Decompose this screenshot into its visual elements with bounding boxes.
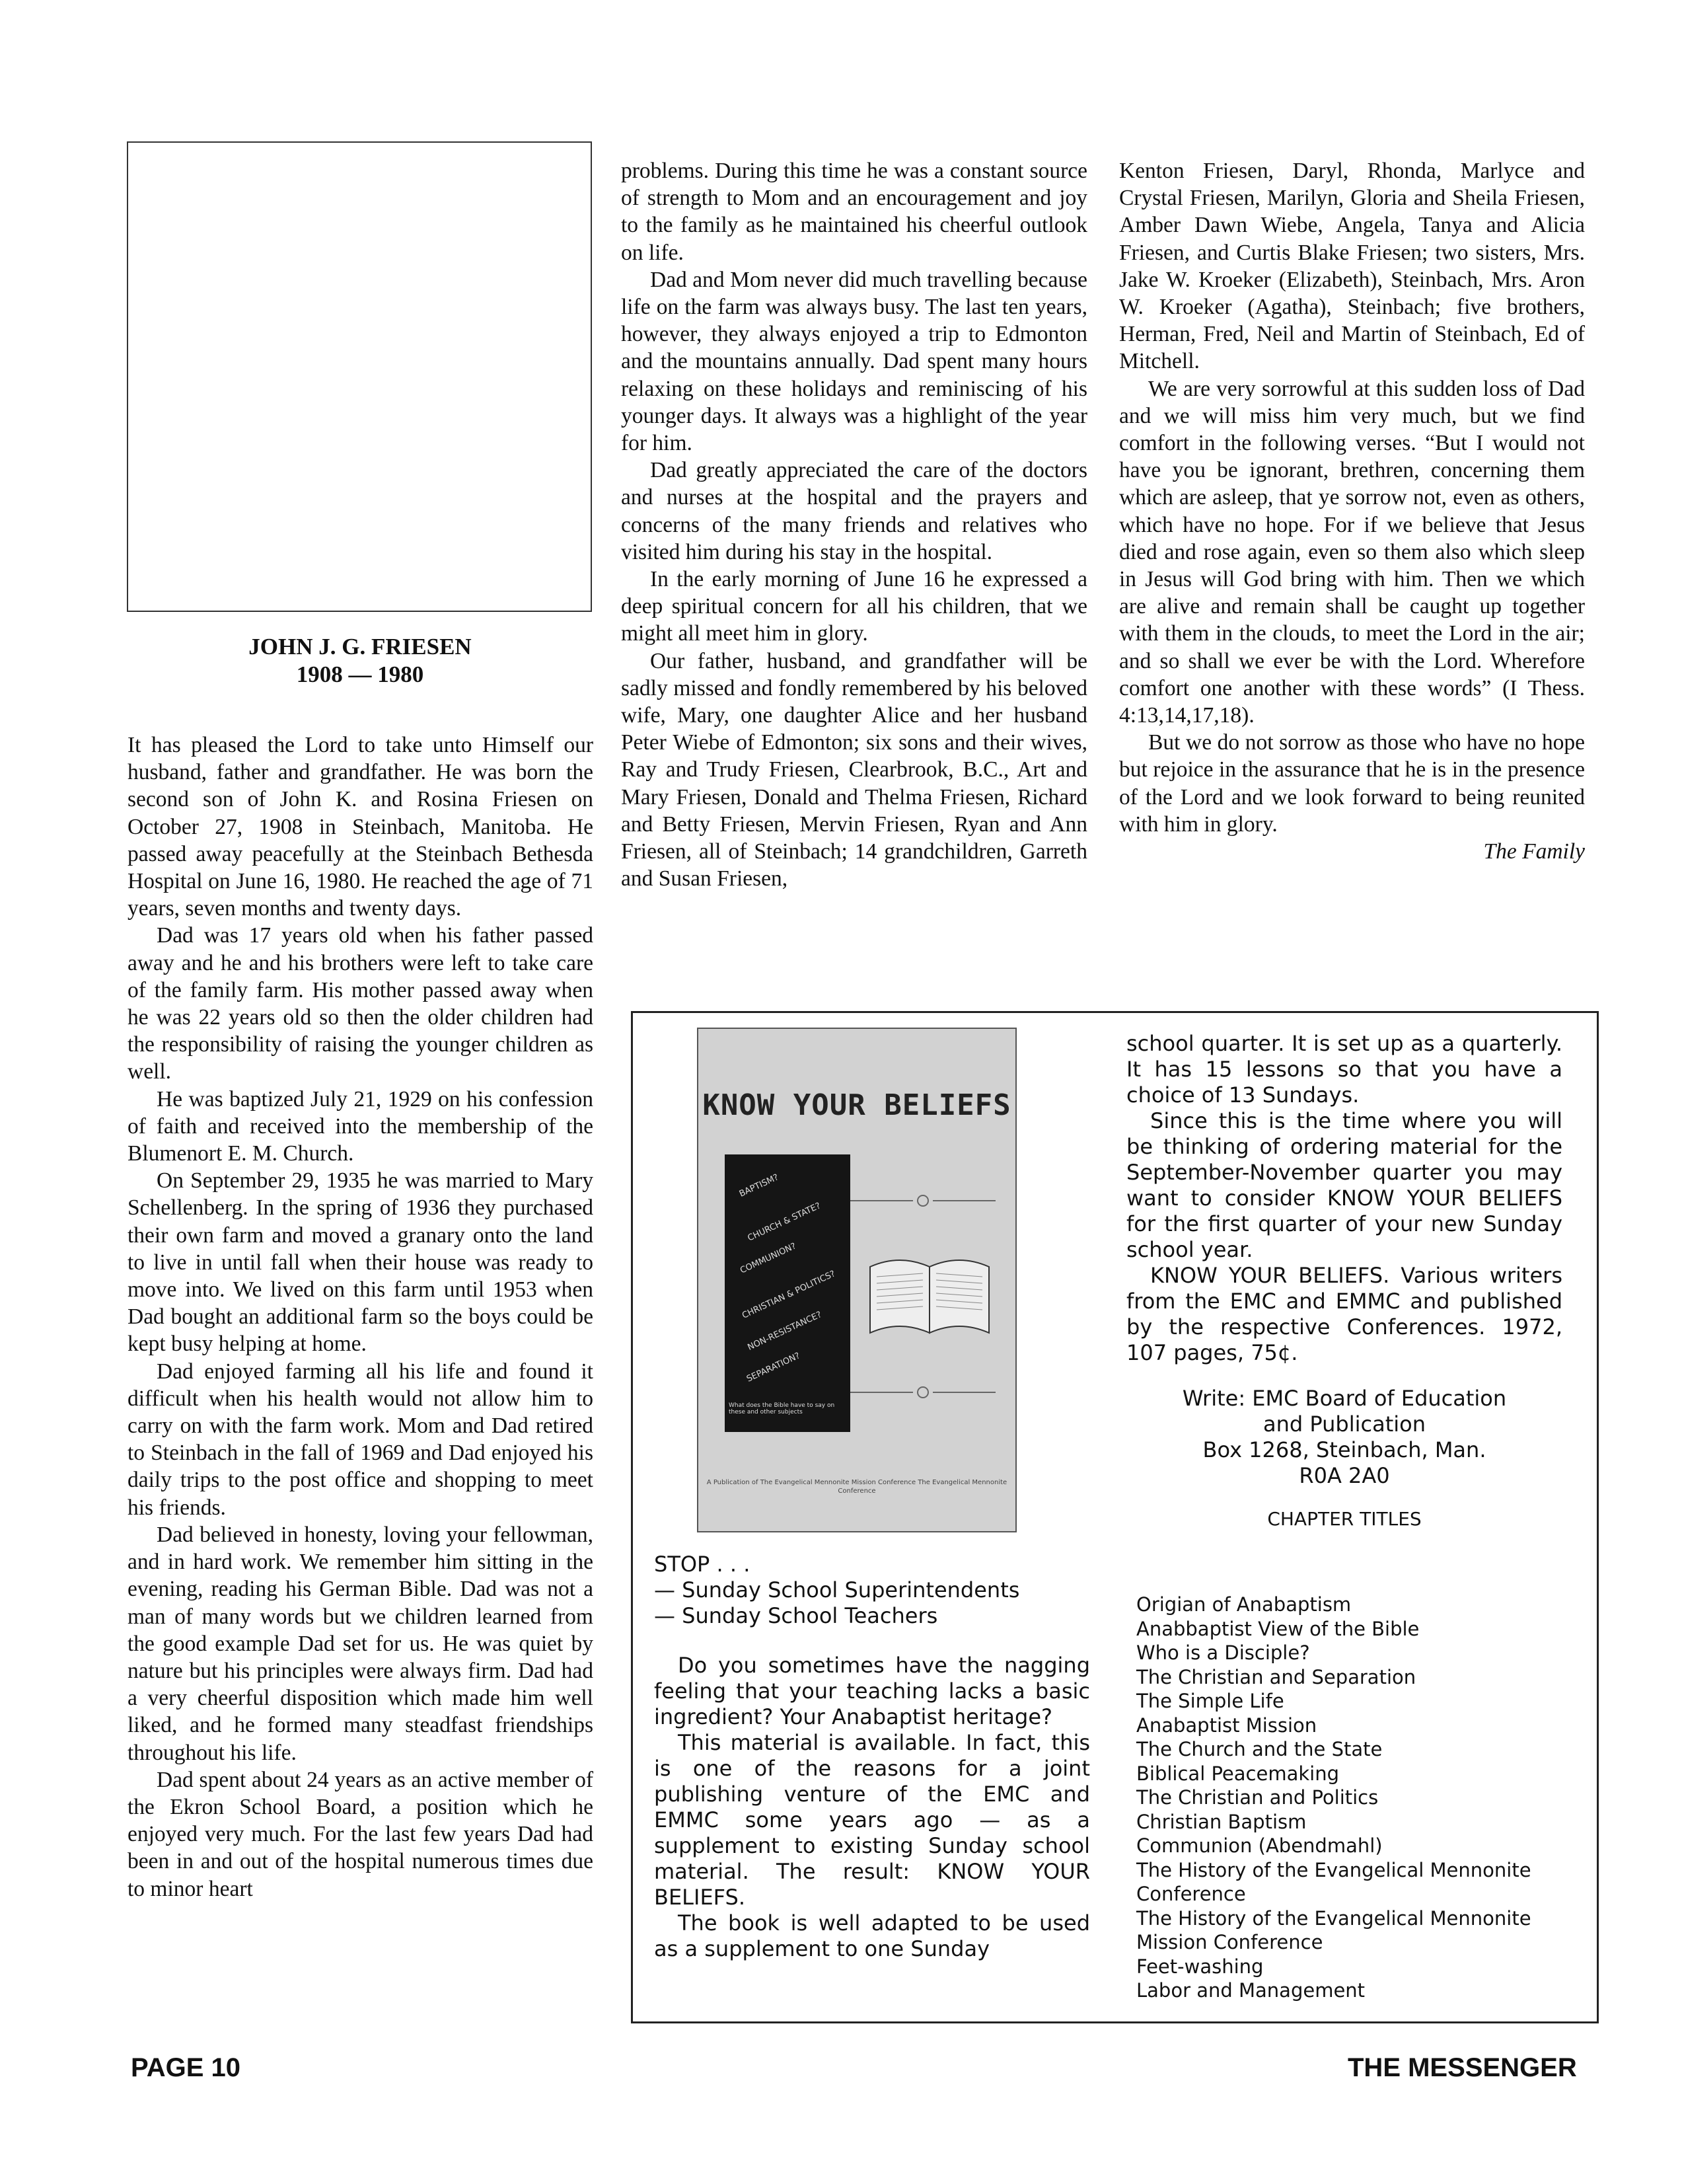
chapter-title: Labor and Management [1136, 1979, 1366, 2002]
page-number: PAGE 10 [131, 2053, 240, 2082]
obituary-years: 1908 — 1980 [296, 661, 424, 687]
obituary-signature: The Family [1483, 839, 1585, 864]
obituary-photo [127, 141, 592, 612]
obituary-name: JOHN J. G. FRIESEN [248, 634, 472, 659]
ornament-icon [850, 1194, 996, 1207]
chapter-title: Anabaptist Mission [1136, 1713, 1317, 1737]
ad-stop-label: STOP . . . [654, 1552, 750, 1577]
paragraph: Dad believed in honesty, loving your fellowman, and in hard work. We remember him sitting in the evening, reading his German Bible. Dad was not a man of many words but we children learned from the good example Dad set for us. He was quiet by nature but his principles were always firm. Dad had a very cheerful disposition which made him well liked, and he formed many steadfast friendships throughout his life. [128, 1522, 593, 1765]
paragraph: Dad spent about 24 years as an active member of the Ekron School Board, a position which he enjoyed very much. For the last few years Dad had been in and out of the hospital numerous times due to minor heart [128, 1767, 593, 1901]
paragraph: It has pleased the Lord to take unto Himself our husband, father and grandfather. He was born the second son of John K. and Rosina Friesen on October 27, 1908 in Steinbach, Manitoba. He passed away peacefully at the Steinbach Bethesda Hospital on June 16, 1980. He reached the age of 71 years, seven months and twenty days. [128, 733, 593, 921]
ad-address [1126, 1386, 1562, 1489]
ad-paragraph: The book is well adapted to be used as a supplement to one Sunday [654, 1910, 1090, 1961]
cover-topic: SEPARATION? [745, 1351, 802, 1384]
paragraph: Kenton Friesen, Daryl, Rhonda, Marlyce and Crystal Friesen, Marilyn, Gloria and Sheila Friesen, Amber Dawn Wiebe, Angela, Tanya and Alicia Friesen, and Curtis Blake Friesen; two sisters, Mrs. Jake W. Kroeker (Elizabeth), Steinbach, Mrs. Aron W. Kroeker (Agatha), Steinbach; five brothers, Herman, Fred, Neil and Martin of Steinbach, Ed of Mitchell. [1119, 159, 1585, 374]
chapter-title: The History of the Evangelical Mennonite Conference [1136, 1858, 1531, 1905]
chapter-titles-heading: CHAPTER TITLES [1267, 1508, 1422, 1530]
chapter-title: The History of the Evangelical Mennonite Mission Conference [1136, 1906, 1531, 1953]
ad-audience-item: — Sunday School Superintendents [654, 1577, 1020, 1602]
obituary-heading [127, 633, 593, 689]
chapter-title: Communion (Abendmahl) [1136, 1834, 1383, 1857]
ad-address-line: and Publication [1263, 1412, 1426, 1437]
paragraph: Dad was 17 years old when his father passed away and he and his brothers were left to take care of the family farm. His mother passed away when he was 22 years old so then the older children had the responsibility of raising the younger children as well. [128, 923, 593, 1084]
cover-topic: NON-RESISTANCE? [746, 1309, 824, 1353]
ad-audience-item: — Sunday School Teachers [654, 1603, 938, 1628]
chapter-title: The Christian and Separation [1136, 1665, 1416, 1688]
chapter-titles-list [1136, 1593, 1572, 2003]
ad-paragraph: Since this is the time where you will be thinking of ordering material for the September-November quarter you may want to consider KNOW YOUR BELIEFS for the first quarter of your new Sunday school year. [1126, 1108, 1562, 1262]
ad-paragraph: This material is available. In fact, this is one of the reasons for a joint publishing venture of the EMC and EMMC some years ago — as a supplement to existing Sunday school material. The result: KNOW YOUR BELIEFS. [654, 1730, 1090, 1910]
publication-name: THE MESSENGER [1348, 2053, 1577, 2082]
chapter-title: Feet-washing [1136, 1955, 1264, 1978]
book-cover-title: KNOW YOUR BELIEFS [702, 1088, 1011, 1122]
paragraph: problems. During this time he was a constant source of strength to Mom and an encouragement and joy to the family as he maintained his cheerful outlook on life. [621, 159, 1087, 265]
cover-topic: What does the Bible have to say on these and other subjects [729, 1402, 835, 1415]
ad-address-line: R0A 2A0 [1299, 1463, 1390, 1488]
bible-illustration-icon [863, 1247, 996, 1339]
chapter-title: The Church and the State [1136, 1738, 1383, 1760]
obituary-column-2 [621, 157, 1087, 892]
cover-topic: CHRISTIAN & POLITICS? [741, 1269, 837, 1321]
chapter-title: Who is a Disciple? [1136, 1641, 1310, 1664]
chapter-title: The Simple Life [1136, 1690, 1284, 1712]
paragraph: We are very sorrowful at this sudden loss of Dad and we will miss him very much, but we find comfort in the following verses. “But I would not have you be ignorant, brethren, concerning them which are asleep, that ye sorrow not, even as others, which have no hope. For if we believe that Jesus died and rose again, even so them also which sleep in Jesus will God bring with him. Then we which are alive and remain shall be caught up together with them in the clouds, to meet the Lord in the air; and so shall we ever be with the Lord. Wherefore comfort one another with these words” (I Thess. 4:13,14,17,18). [1119, 376, 1585, 728]
paragraph: But we do not sorrow as those who have no hope but rejoice in the assurance that he is in the presence of the Lord and we look forward to being reunited with him in glory. [1119, 730, 1585, 837]
cover-topic: BAPTISM? [737, 1172, 780, 1199]
chapter-title: Origian of Anabaptism [1136, 1593, 1352, 1616]
paragraph: On September 29, 1935 he was married to Mary Schellenberg. In the spring of 1936 they purchased their own farm and moved a granary onto the land to live in until fall when their house was ready to move into. We lived on this farm until 1953 when Dad bought an additional farm so the boys could be kept busy helping at home. [128, 1168, 593, 1357]
cover-topic: CHURCH & STATE? [746, 1201, 823, 1244]
cover-topic: COMMUNION? [739, 1241, 798, 1276]
paragraph: Dad enjoyed farming all his life and found it difficult when his health would not allow him to carry on with the farm work. Mom and Dad retired to Steinbach in the fall of 1969 and Dad enjoyed his daily trips to the post office and shopping to meet his friends. [128, 1359, 593, 1520]
paragraph: Our father, husband, and grandfather will be sadly missed and fondly remembered by his beloved wife, Mary, one daughter Alice and her husband Peter Wiebe of Edmonton; six sons and their wives, Ray and Trudy Friesen, Clearbrook, B.C., Art and Mary Friesen, Donald and Thelma Friesen, Richard and Betty Friesen, Mervin Friesen, Ryan and Ann Friesen, all of Steinbach; 14 grandchildren, Garreth and Susan Friesen, [621, 648, 1087, 891]
book-cover-image [697, 1028, 1017, 1532]
ad-left-text [654, 1552, 1090, 1962]
paragraph: Dad and Mom never did much travelling because life on the farm was always busy. The last ten years, however, they always enjoyed a trip to Edmonton and the mountains annually. Dad spent many hours relaxing on these holidays and reminiscing of his younger days. It always was a highlight of the year for him. [621, 267, 1087, 456]
ad-address-line: Write: EMC Board of Education [1182, 1386, 1507, 1411]
ad-paragraph: Do you sometimes have the nagging feeling that your teaching lacks a basic ingredient? Your Anabaptist heritage? [654, 1653, 1090, 1729]
chapter-title: Christian Baptism [1136, 1810, 1307, 1833]
book-cover-topics-panel [725, 1154, 850, 1432]
ad-paragraph: KNOW YOUR BELIEFS. Various writers from the EMC and EMMC and published by the respective Conferences. 1972, 107 pages, 75¢. [1126, 1263, 1562, 1365]
ad-right-text [1126, 1031, 1562, 1532]
ad-address-line: Box 1268, Steinbach, Man. [1202, 1437, 1486, 1462]
ad-paragraph: school quarter. It is set up as a quarterly. It has 15 lessons so that you have a choice of 13 Sundays. [1126, 1031, 1562, 1108]
chapter-title: Anabbaptist View of the Bible [1136, 1617, 1420, 1640]
obituary-column-1 [128, 732, 593, 1902]
obituary-column-3 [1119, 157, 1585, 865]
chapter-title: The Christian and Politics [1136, 1786, 1379, 1809]
ornament-icon [850, 1386, 996, 1399]
paragraph: In the early morning of June 16 he expressed a deep spiritual concern for all his children, that we might all meet him in glory. [621, 567, 1087, 646]
chapter-title: Biblical Peacemaking [1136, 1762, 1339, 1785]
paragraph: He was baptized July 21, 1929 on his confession of faith and received into the membership of the Blumenort E. M. Church. [128, 1086, 593, 1166]
paragraph: Dad greatly appreciated the care of the doctors and nurses at the hospital and the prayers and concerns of the many friends and relatives who visited him during his stay in the hospital. [621, 458, 1087, 564]
book-cover-footnote: A Publication of The Evangelical Mennonite Mission Conference The Evangelical Mennonite Conference [706, 1479, 1007, 1495]
